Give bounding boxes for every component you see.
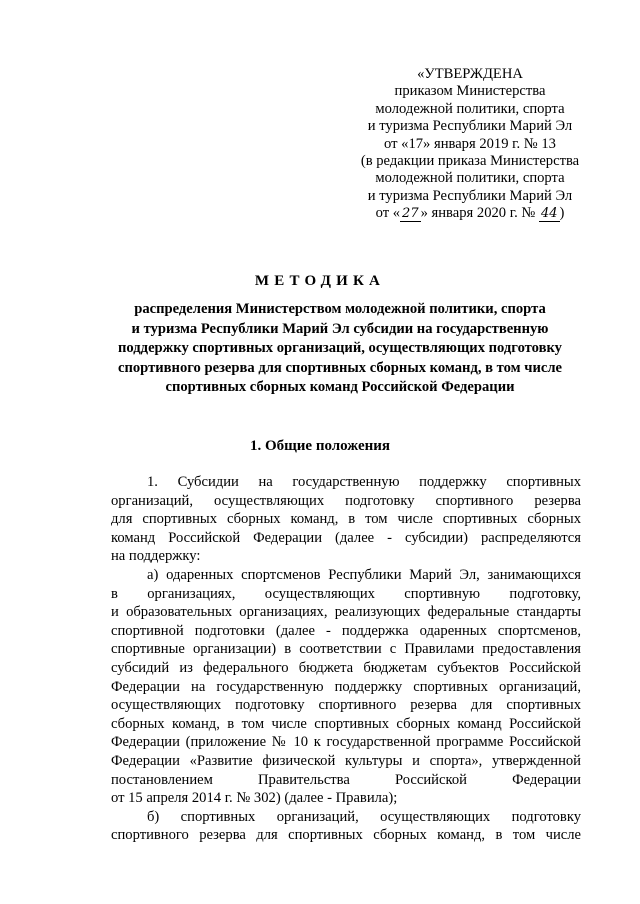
- section-heading: 1. Общие положения: [249, 438, 391, 454]
- body-line: и образовательных организациях, реализующих федеральные стандарты: [111, 604, 581, 621]
- body-line: б) спортивных организаций, осуществляющих подготовку: [147, 808, 581, 825]
- body-line: Федерации «Развитие физической культуры и спорта», утвержденной: [111, 752, 581, 769]
- subtitle-line: поддержку спортивных организаций, осуществляющих подготовку: [118, 340, 562, 357]
- approval-line: приказом Министерства: [394, 83, 546, 100]
- body-text: [111, 473, 581, 845]
- body-line: спортивной подготовки (далее - поддержка одаренных спортсменов,: [111, 622, 581, 639]
- body-line: а) одаренных спортсменов Республики Марий Эл, занимающихся: [147, 566, 581, 583]
- approval-line: молодежной политики, спорта: [375, 170, 565, 187]
- body-line: для спортивных сборных команд, в том числе спортивных сборных: [111, 511, 581, 528]
- subtitle-line: спортивных сборных команд Российской Федерации: [165, 379, 515, 396]
- approval-stamp: [340, 66, 600, 223]
- body-line: в организациях, осуществляющих спортивную подготовку,: [111, 585, 581, 602]
- subtitle-line: спортивного резерва для спортивных сборных команд, в том числе: [117, 359, 563, 376]
- handwritten-number: 44: [540, 206, 558, 222]
- handwritten-day: 27: [402, 206, 419, 222]
- body-line: спортивные организации) в соответствии с Правилами предоставления: [111, 641, 581, 658]
- approval-line: от «17» января 2019 г. № 13: [384, 135, 556, 152]
- approval-date-prefix: от «: [375, 205, 401, 222]
- body-line: 1. Субсидии на государственную поддержку спортивных: [147, 474, 581, 490]
- body-line: от 15 апреля 2014 г. № 302) (далее - Правила);: [111, 790, 398, 807]
- approval-date-line: [340, 205, 600, 222]
- document-subtitle: [60, 300, 620, 398]
- body-line: на поддержку:: [111, 548, 201, 565]
- body-line: команд Российской Федерации (далее - субсидии) распределяются: [111, 529, 581, 546]
- approval-date-suffix: ): [559, 205, 565, 222]
- body-line: спортивного резерва для спортивных сборных команд, в том числе: [111, 827, 581, 844]
- body-line: сборных команд, в том числе спортивных сборных команд Российской: [111, 715, 581, 732]
- body-line: субсидий из федерального бюджета бюджетам субъектов Российской: [111, 659, 581, 676]
- body-line: постановлением Правительства Российской Федерации: [111, 771, 581, 788]
- approval-line: и туризма Республики Марий Эл: [367, 187, 573, 204]
- approval-line: и туризма Республики Марий Эл: [367, 118, 573, 135]
- body-line: организаций, осуществляющих подготовку спортивного резерва: [111, 492, 581, 509]
- approval-line: «УТВЕРЖДЕНА: [417, 66, 523, 82]
- body-line: Федерации на государственную поддержку спортивных организаций,: [111, 678, 581, 695]
- subtitle-line: и туризма Республики Марий Эл субсидии на государственную: [131, 320, 549, 337]
- body-line: осуществляющих подготовку спортивного резерва для спортивных: [111, 697, 581, 714]
- document-title: МЕТОДИКА: [254, 273, 386, 289]
- approval-line: молодежной политики, спорта: [375, 100, 565, 117]
- approval-line: (в редакции приказа Министерства: [360, 153, 580, 170]
- subtitle-line: распределения Министерством молодежной политики, спорта: [134, 301, 546, 317]
- approval-date-middle: » января 2020 г. №: [420, 205, 539, 222]
- body-line: Федерации (приложение № 10 к государственной программе Российской: [111, 734, 581, 751]
